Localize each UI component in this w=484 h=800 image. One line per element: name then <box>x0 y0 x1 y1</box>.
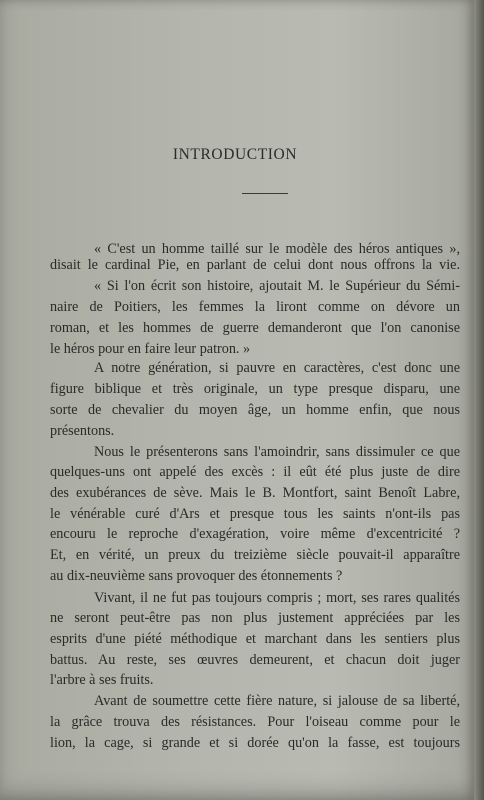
text-line: « Si l'on écrit son histoire, ajoutait M. le Supérieur du Sémi- <box>94 278 460 294</box>
page-edge-shadow <box>474 0 484 800</box>
text-line: la grâce trouva des résistances. Pour l'oiseau comme pour le <box>50 714 460 730</box>
text-line: esprits d'une piété méthodique et marchant dans les sentiers plus <box>50 631 460 647</box>
text-line: le vénérable curé d'Ars et presque tous les saints n'ont-ils pas <box>50 506 460 522</box>
text-line: A notre génération, si pauvre en caractères, c'est donc une <box>94 360 460 376</box>
text-line: naire de Poitiers, les femmes la liront comme on dévore un <box>50 299 460 315</box>
page-title: INTRODUCTION <box>172 146 298 163</box>
text-line: au dix-neuvième sans provoquer des étonnements ? <box>50 568 343 584</box>
text-line: encouru le reproche d'exagération, voire même d'excentricité ? <box>50 526 460 542</box>
text-line: « C'est un homme taillé sur le modèle des héros antiques », <box>94 241 460 257</box>
text-line: figure biblique et très originale, un type presque disparu, une <box>50 381 460 397</box>
text-line: l'arbre à ses fruits. <box>50 672 154 688</box>
text-line: Et, en vérité, un preux du treizième siècle pouvait-il apparaître <box>50 547 460 563</box>
text-line: des exubérances de sève. Mais le B. Montfort, saint Benoît Labre, <box>50 485 460 501</box>
text-line: Nous le présenterons sans l'amoindrir, sans dissimuler ce que <box>94 444 460 460</box>
text-line: battus. Au reste, ses œuvres demeurent, et chacun doit juger <box>50 652 460 668</box>
text-line: sorte de chevalier du moyen âge, un homme enfin, que nous <box>50 402 460 418</box>
title-divider <box>242 193 288 194</box>
text-line: lion, la cage, si grande et si dorée qu'on la fasse, est toujours <box>50 735 460 751</box>
text-line: quelques-uns ont appelé des excès : il eût été plus juste de dire <box>50 464 460 480</box>
text-line: Avant de soumettre cette fière nature, si jalouse de sa liberté, <box>94 693 460 709</box>
text-line: le héros pour en faire leur patron. » <box>50 341 251 357</box>
text-line: disait le cardinal Pie, en parlant de celui dont nous offrons la vie. <box>50 257 460 273</box>
text-line: présentons. <box>50 423 115 439</box>
text-line: roman, et les hommes de guerre demanderont que l'on canonise <box>50 320 460 336</box>
text-line: Vivant, il ne fut pas toujours compris ; mort, ses rares qualités <box>94 590 460 606</box>
text-line: ne seront peut-être pas non plus justement appréciées par les <box>50 610 460 626</box>
